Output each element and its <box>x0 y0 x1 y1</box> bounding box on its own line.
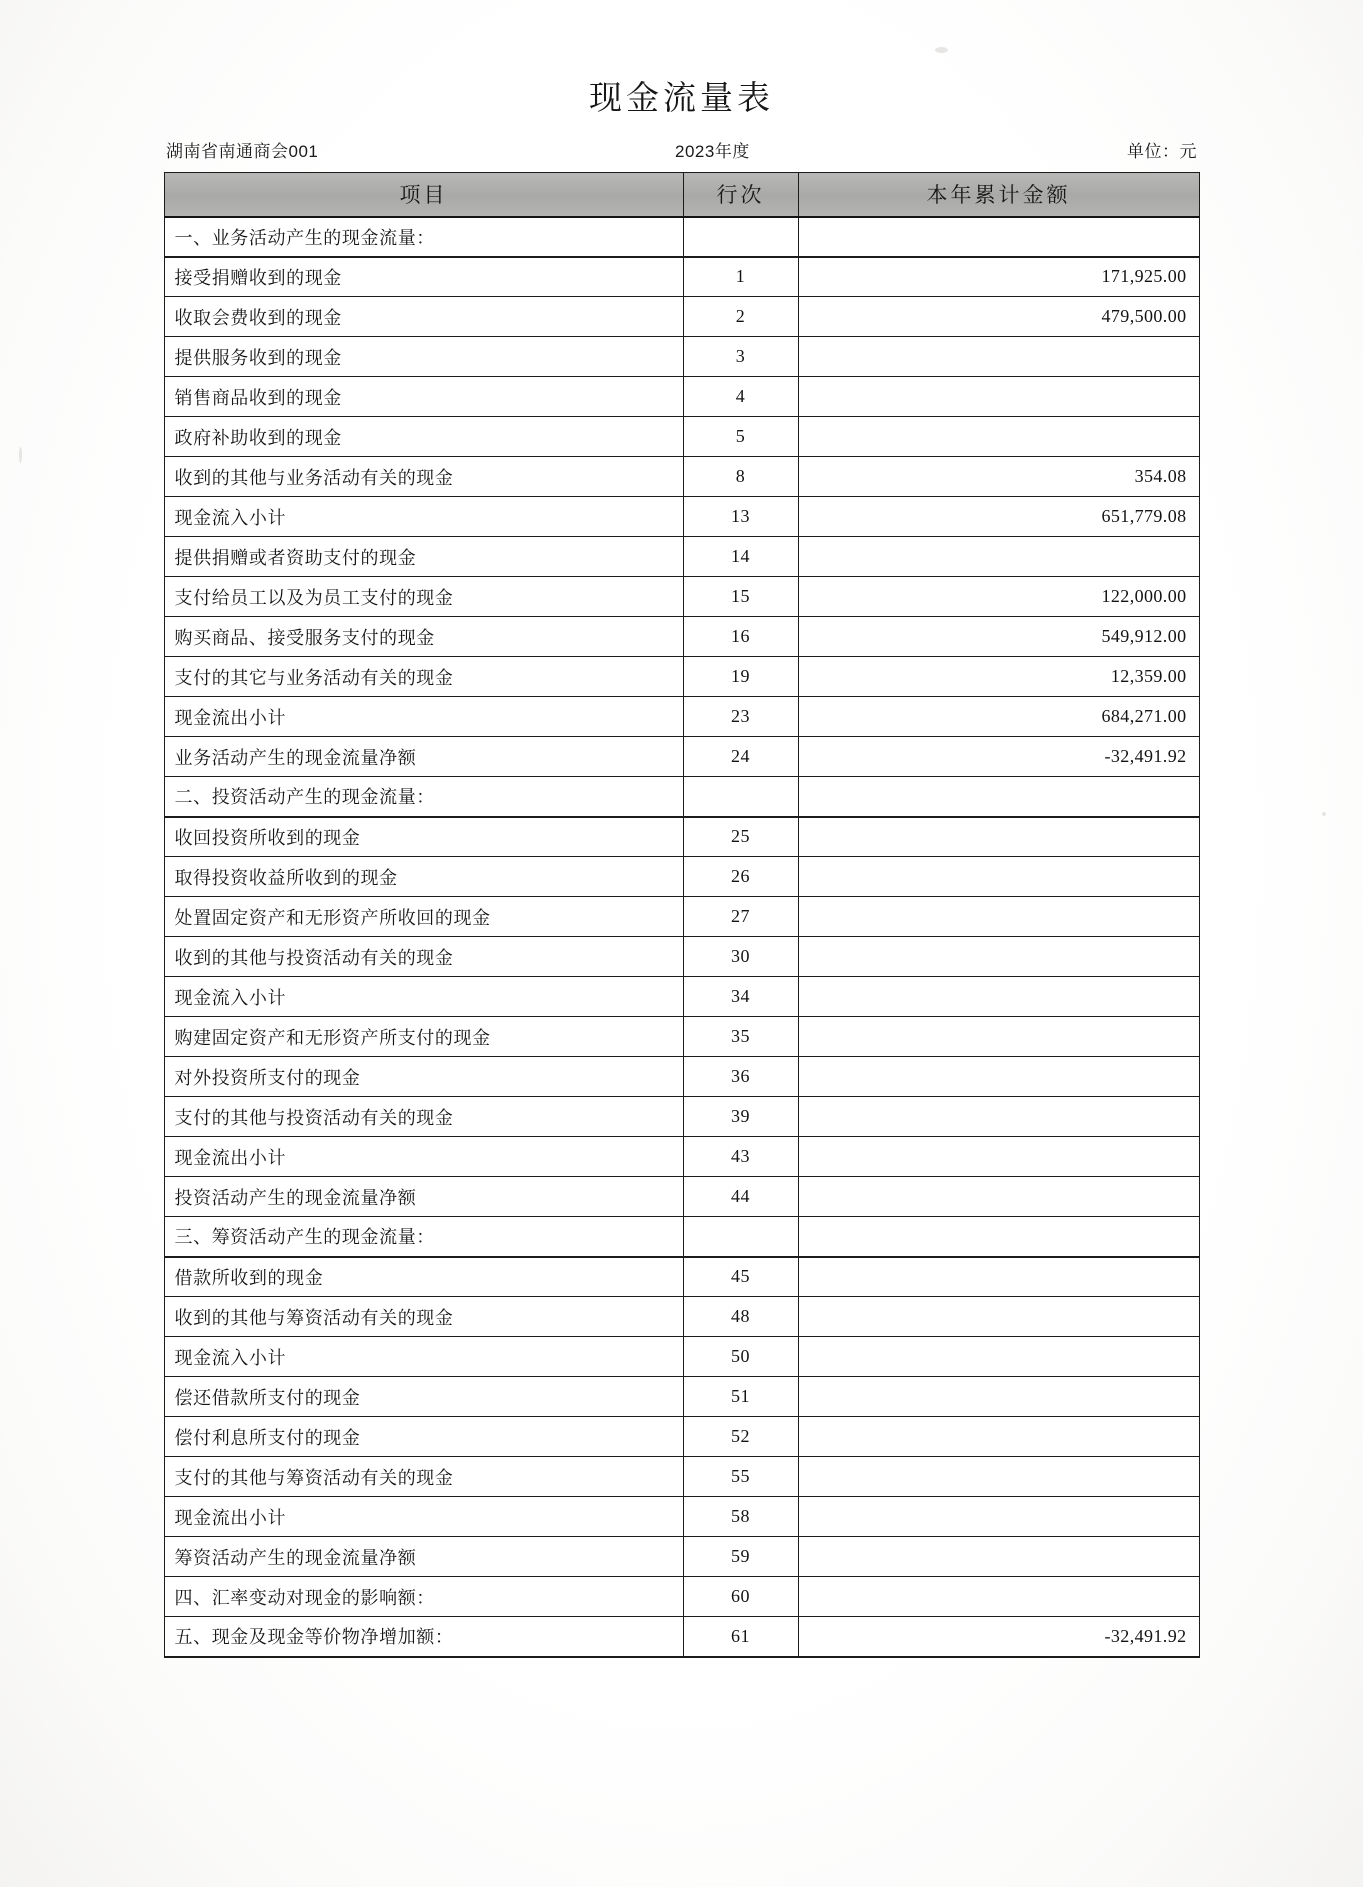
cell-amount <box>798 1137 1199 1177</box>
column-header-item: 项目 <box>164 173 683 217</box>
cell-amount <box>798 897 1199 937</box>
document-meta <box>164 137 1199 162</box>
cell-amount: -32,491.92 <box>798 1617 1199 1657</box>
table-row <box>164 697 1199 737</box>
cell-item: 现金流出小计 <box>164 1137 683 1177</box>
cell-line-no: 34 <box>683 977 798 1017</box>
cell-line-no: 48 <box>683 1297 798 1337</box>
cell-item: 现金流出小计 <box>164 697 683 737</box>
cell-amount <box>798 217 1199 257</box>
table-row <box>164 537 1199 577</box>
cell-amount <box>798 1057 1199 1097</box>
cell-amount <box>798 937 1199 977</box>
cell-line-no: 3 <box>683 337 798 377</box>
table-row <box>164 297 1199 337</box>
cell-amount: 479,500.00 <box>798 297 1199 337</box>
cell-item: 业务活动产生的现金流量净额 <box>164 737 683 777</box>
cell-amount: 12,359.00 <box>798 657 1199 697</box>
table-row <box>164 337 1199 377</box>
cell-line-no: 24 <box>683 737 798 777</box>
cell-amount <box>798 1177 1199 1217</box>
table-row <box>164 1137 1199 1177</box>
cell-item: 销售商品收到的现金 <box>164 377 683 417</box>
column-header-line-no: 行次 <box>683 173 798 217</box>
table-row <box>164 857 1199 897</box>
cell-line-no: 5 <box>683 417 798 457</box>
cell-amount <box>798 1217 1199 1257</box>
cell-amount: 684,271.00 <box>798 697 1199 737</box>
cell-line-no: 4 <box>683 377 798 417</box>
cell-line-no: 39 <box>683 1097 798 1137</box>
cell-amount <box>798 1097 1199 1137</box>
cell-line-no: 27 <box>683 897 798 937</box>
cell-amount <box>798 1577 1199 1617</box>
cell-line-no: 8 <box>683 457 798 497</box>
cell-item: 支付给员工以及为员工支付的现金 <box>164 577 683 617</box>
cell-amount <box>798 417 1199 457</box>
cell-item: 二、投资活动产生的现金流量： <box>164 777 683 817</box>
cell-amount <box>798 1537 1199 1577</box>
table-row <box>164 777 1199 817</box>
cell-item: 现金流入小计 <box>164 977 683 1017</box>
cell-item: 现金流入小计 <box>164 497 683 537</box>
cell-amount: 651,779.08 <box>798 497 1199 537</box>
table-row <box>164 817 1199 857</box>
table-row <box>164 1617 1199 1657</box>
table-row <box>164 1537 1199 1577</box>
table-row <box>164 457 1199 497</box>
cell-line-no: 52 <box>683 1417 798 1457</box>
table-row <box>164 1417 1199 1457</box>
scan-speckle <box>1322 812 1326 816</box>
cell-item: 政府补助收到的现金 <box>164 417 683 457</box>
table-row <box>164 617 1199 657</box>
cell-item: 购买商品、接受服务支付的现金 <box>164 617 683 657</box>
cell-line-no: 36 <box>683 1057 798 1097</box>
cell-item: 取得投资收益所收到的现金 <box>164 857 683 897</box>
cell-line-no: 14 <box>683 537 798 577</box>
cell-line-no: 16 <box>683 617 798 657</box>
cell-line-no: 50 <box>683 1337 798 1377</box>
cell-item: 现金流入小计 <box>164 1337 683 1377</box>
cell-line-no: 13 <box>683 497 798 537</box>
cash-flow-table <box>164 172 1200 1658</box>
cell-line-no <box>683 1217 798 1257</box>
table-row <box>164 1377 1199 1417</box>
table-row <box>164 1177 1199 1217</box>
cell-amount <box>798 1417 1199 1457</box>
page-title: 现金流量表 <box>589 81 774 117</box>
cell-amount: 354.08 <box>798 457 1199 497</box>
scan-speckle <box>19 447 22 463</box>
cell-line-no: 59 <box>683 1537 798 1577</box>
table-row <box>164 1257 1199 1297</box>
table-row <box>164 1097 1199 1137</box>
cell-item: 借款所收到的现金 <box>164 1257 683 1297</box>
column-header-amount: 本年累计金额 <box>798 173 1199 217</box>
table-row <box>164 1457 1199 1497</box>
cell-line-no: 30 <box>683 937 798 977</box>
cell-item: 投资活动产生的现金流量净额 <box>164 1177 683 1217</box>
cell-line-no: 26 <box>683 857 798 897</box>
cell-amount <box>798 977 1199 1017</box>
cell-amount <box>798 1297 1199 1337</box>
cell-item: 现金流出小计 <box>164 1497 683 1537</box>
table-row <box>164 1497 1199 1537</box>
cell-item: 四、汇率变动对现金的影响额： <box>164 1577 683 1617</box>
cell-item: 收到的其他与业务活动有关的现金 <box>164 457 683 497</box>
table-row <box>164 497 1199 537</box>
cell-line-no: 55 <box>683 1457 798 1497</box>
reporting-period: 2023年度 <box>675 142 750 161</box>
cell-line-no: 60 <box>683 1577 798 1617</box>
table-row <box>164 937 1199 977</box>
cell-item: 收回投资所收到的现金 <box>164 817 683 857</box>
table-body <box>164 217 1199 1657</box>
cell-line-no: 45 <box>683 1257 798 1297</box>
cell-item: 购建固定资产和无形资产所支付的现金 <box>164 1017 683 1057</box>
cell-line-no: 61 <box>683 1617 798 1657</box>
table-row <box>164 977 1199 1017</box>
cell-item: 提供服务收到的现金 <box>164 337 683 377</box>
cell-amount <box>798 377 1199 417</box>
cell-amount <box>798 1017 1199 1057</box>
currency-unit-label: 单位：元 <box>1127 142 1197 161</box>
cell-item: 处置固定资产和无形资产所收回的现金 <box>164 897 683 937</box>
cell-line-no: 19 <box>683 657 798 697</box>
table-row <box>164 217 1199 257</box>
cell-item: 支付的其它与业务活动有关的现金 <box>164 657 683 697</box>
table-header <box>164 173 1199 217</box>
table-row <box>164 1017 1199 1057</box>
cell-amount <box>798 817 1199 857</box>
cell-item: 收取会费收到的现金 <box>164 297 683 337</box>
table-row <box>164 1217 1199 1257</box>
cell-amount: -32,491.92 <box>798 737 1199 777</box>
cell-line-no: 25 <box>683 817 798 857</box>
table-row <box>164 897 1199 937</box>
cell-amount <box>798 1497 1199 1537</box>
cell-amount <box>798 537 1199 577</box>
cell-item: 偿还借款所支付的现金 <box>164 1377 683 1417</box>
cell-item: 支付的其他与筹资活动有关的现金 <box>164 1457 683 1497</box>
cell-amount <box>798 337 1199 377</box>
table-row <box>164 737 1199 777</box>
cell-line-no: 44 <box>683 1177 798 1217</box>
table-row <box>164 1057 1199 1097</box>
cell-line-no: 2 <box>683 297 798 337</box>
cell-item: 收到的其他与筹资活动有关的现金 <box>164 1297 683 1337</box>
cell-line-no: 58 <box>683 1497 798 1537</box>
cell-line-no: 43 <box>683 1137 798 1177</box>
cell-line-no <box>683 777 798 817</box>
cell-amount <box>798 1257 1199 1297</box>
table-row <box>164 417 1199 457</box>
table-row <box>164 377 1199 417</box>
cell-line-no: 15 <box>683 577 798 617</box>
table-row <box>164 577 1199 617</box>
table-row <box>164 1297 1199 1337</box>
table-row <box>164 657 1199 697</box>
cell-line-no: 35 <box>683 1017 798 1057</box>
cell-item: 收到的其他与投资活动有关的现金 <box>164 937 683 977</box>
cell-amount: 122,000.00 <box>798 577 1199 617</box>
cell-amount <box>798 1457 1199 1497</box>
table-row <box>164 1577 1199 1617</box>
table-header-row <box>164 173 1199 217</box>
organization-name: 湖南省南通商会001 <box>166 142 319 161</box>
cell-amount <box>798 1337 1199 1377</box>
cell-item: 偿付利息所支付的现金 <box>164 1417 683 1457</box>
cell-item: 三、筹资活动产生的现金流量： <box>164 1217 683 1257</box>
cell-item: 五、现金及现金等价物净增加额： <box>164 1617 683 1657</box>
cell-item: 提供捐赠或者资助支付的现金 <box>164 537 683 577</box>
cell-item: 接受捐赠收到的现金 <box>164 257 683 297</box>
cell-item: 一、业务活动产生的现金流量： <box>164 217 683 257</box>
cell-line-no: 51 <box>683 1377 798 1417</box>
cell-item: 对外投资所支付的现金 <box>164 1057 683 1097</box>
cell-line-no: 23 <box>683 697 798 737</box>
cell-item: 筹资活动产生的现金流量净额 <box>164 1537 683 1577</box>
cell-line-no: 1 <box>683 257 798 297</box>
table-row <box>164 257 1199 297</box>
table-row <box>164 1337 1199 1377</box>
cell-amount <box>798 1377 1199 1417</box>
cell-amount: 171,925.00 <box>798 257 1199 297</box>
cell-amount <box>798 857 1199 897</box>
cell-line-no <box>683 217 798 257</box>
cell-amount: 549,912.00 <box>798 617 1199 657</box>
cell-amount <box>798 777 1199 817</box>
cell-item: 支付的其他与投资活动有关的现金 <box>164 1097 683 1137</box>
